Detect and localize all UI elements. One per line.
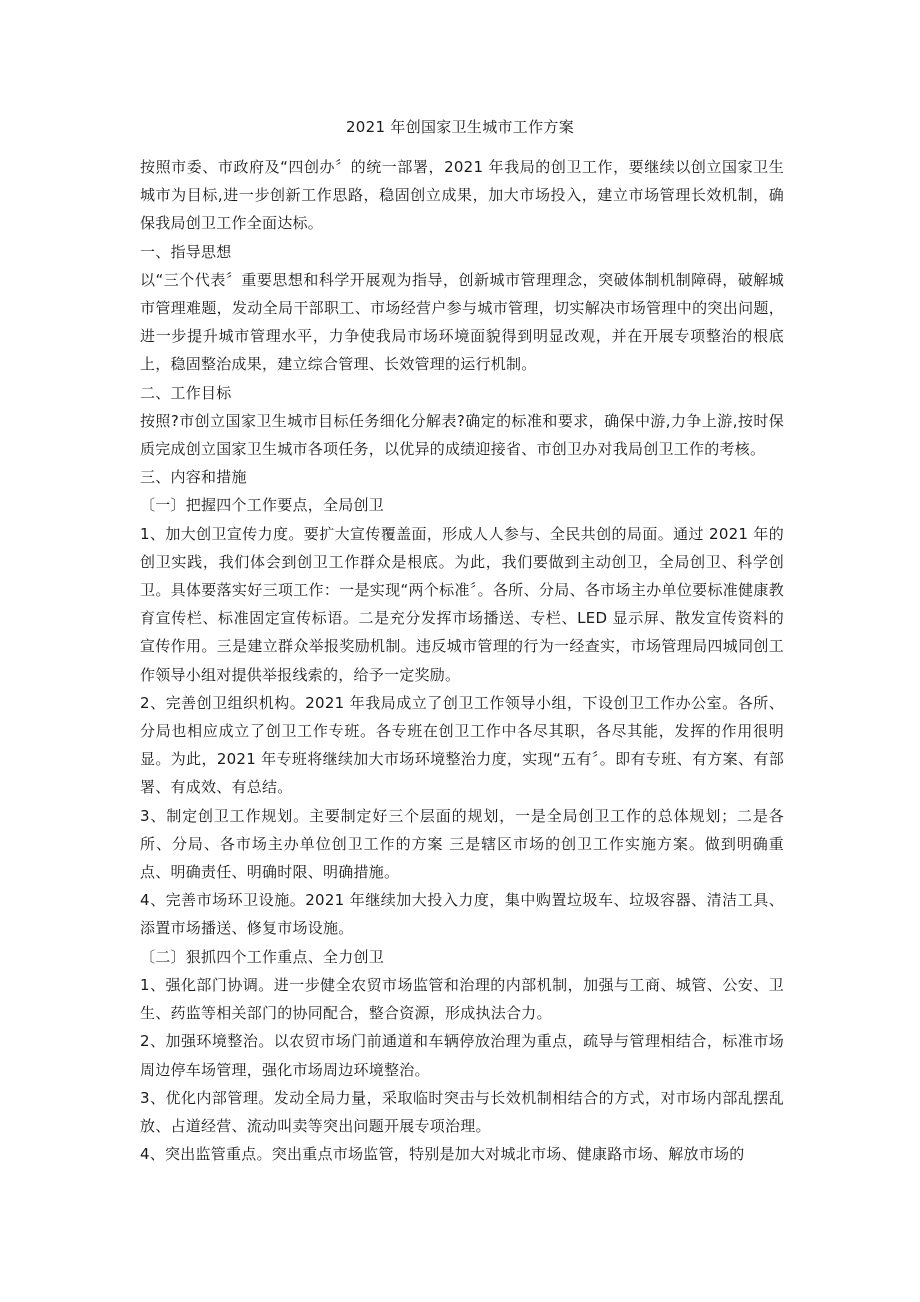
- item-paragraph: 2、加强环境整治。以农贸市场门前通道和车辆停放治理为重点，疏导与管理相结合，标准市场周边停车场管理，强化市场周边环境整治。: [140, 1032, 784, 1079]
- section-heading-guiding-ideology: 一、指导思想: [140, 242, 232, 261]
- item-paragraph: 4、突出监管重点。突出重点市场监管，特别是加大对城北市场、健康路市场、解放市场的: [140, 1145, 745, 1164]
- item-paragraph: 3、优化内部管理。发动全局力量，采取临时突击与长效机制相结合的方式，对市场内部乱摆乱放、占道经营、流动叫卖等突出问题开展专项治理。: [140, 1088, 784, 1135]
- document-body: [140, 153, 784, 1168]
- item-paragraph: 1、加大创卫宣传力度。要扩大宣传覆盖面，形成人人参与、全民共创的局面。通过 2021 年的创卫实践，我们体会到创卫工作群众是根底。为此，我们要做到主动创卫，全局创卫、科学创卫。具体要落实好三项工作：一是实现“两个标准〞。各所、分局、各市场主办单位要标准健康教育宣传栏、标准固定宣传标语。二是充分发挥市场播送、专栏、LED 显示屏、散发宣传资料的宣传作用。三是建立群众举报奖励机制。违反城市管理的行为一经查实，市场管理局四城同创工作领导小组对提供举报线索的，给予一定奖励。: [140, 524, 784, 684]
- section-heading-work-goals: 二、工作目标: [140, 383, 232, 402]
- item-paragraph: 4、完善市场环卫设施。2021 年继续加大投入力度，集中购置垃圾车、垃圾容器、清洁工具、添置市场播送、修复市场设施。: [140, 891, 784, 938]
- subsection-heading-1: 〔一〕把握四个工作要点，全局创卫: [140, 496, 385, 515]
- document-title: 2021 年创国家卫生城市工作方案: [345, 118, 575, 136]
- subsection-heading-2: 〔二〕狠抓四个工作重点、全力创卫: [140, 947, 385, 966]
- item-paragraph: 2、完善创卫组织机构。2021 年我局成立了创卫工作领导小组，下设创卫工作办公室。各所、分局也相应成立了创卫工作专班。各专班在创卫工作中各尽其职，各尽其能，发挥的作用很明显。为此，2021 年专班将继续加大市场环境整治力度，实现“五有〞。即有专班、有方案、有部署、有成效、有总结。: [140, 693, 784, 797]
- item-paragraph: 1、强化部门协调。进一步健全农贸市场监管和治理的内部机制，加强与工商、城管、公安、卫生、药监等相关部门的协同配合，整合资源，形成执法合力。: [140, 975, 784, 1023]
- intro-paragraph: 按照市委、市政府及“四创办〞的统一部署，2021 年我局的创卫工作，要继续以创立国家卫生城市为目标,进一步创新工作思路，稳固创立成果，加大市场投入，建立市场管理长效机制，确保我局创卫工作全面达标。: [140, 158, 784, 233]
- work-goals-paragraph: 按照?市创立国家卫生城市目标任务细化分解表?确定的标准和要求，确保中游,力争上游,按时保质完成创立国家卫生城市各项任务，以优异的成绩迎接省、市创卫办对我局创卫工作的考核。: [140, 411, 784, 459]
- guiding-ideology-paragraph: 以“三个代表〞重要思想和科学开展观为指导，创新城市管理理念，突破体制机制障碍，破解城市管理难题，发动全局干部职工、市场经营户参与城市管理，切实解决市场管理中的突出问题，进一步提升城市管理水平，力争使我局市场环境面貌得到明显改观，并在开展专项整治的根底上，稳固整治成果，建立综合管理、长效管理的运行机制。: [140, 270, 784, 374]
- section-heading-content-measures: 三、内容和措施: [140, 468, 247, 487]
- item-paragraph: 3、制定创卫工作规划。主要制定好三个层面的规划，一是全局创卫工作的总体规划；二是各所、分局、各市场主办单位创卫工作的方案 三是辖区市场的创卫工作实施方案。做到明确重点、明确责任、明确时限、明确措施。: [140, 806, 784, 882]
